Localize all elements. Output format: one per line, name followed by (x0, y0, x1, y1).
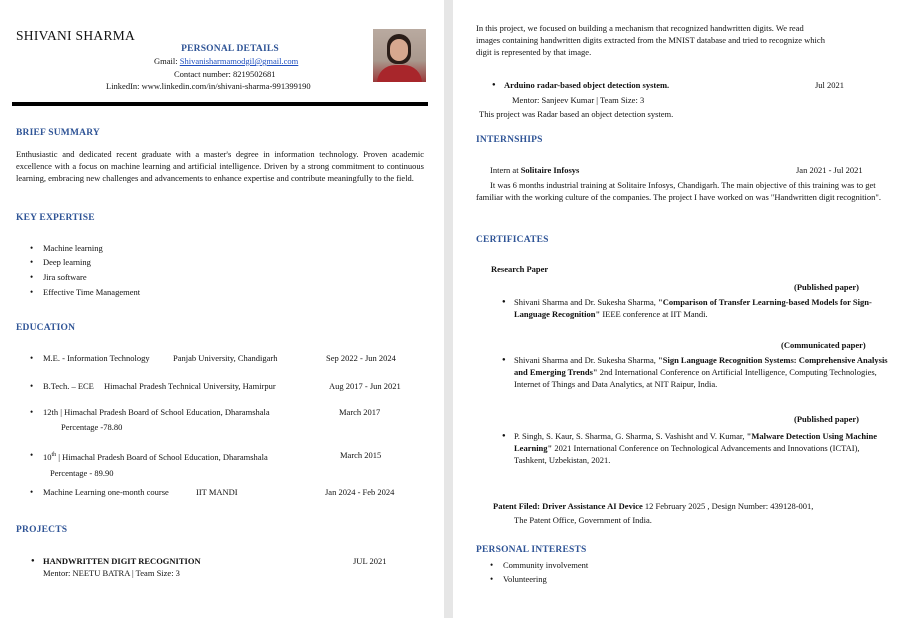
patent-line (493, 500, 813, 512)
education-10th-grade: 10 (43, 451, 52, 462)
certificate-1-venue: IEEE conference at IIT Mandi. (600, 309, 708, 319)
education-12th-percentage: Percentage -78.80 (61, 422, 123, 432)
gmail-link[interactable]: Shivanisharmamodgil@gmail.com (179, 56, 299, 66)
internship-date: Jan 2021 - Jul 2021 (796, 165, 863, 175)
certificate-3-entry (514, 430, 888, 466)
project-2-date: Jul 2021 (815, 80, 845, 90)
project-2-mentor: Mentor: Sanjeev Kumar | Team Size: 3 (512, 95, 645, 105)
resume-page-1 (0, 0, 444, 618)
internships-heading: INTERNSHIPS (476, 135, 543, 145)
expertise-item: • Effective Time Management (43, 286, 140, 298)
education-ml-date: Jan 2024 - Feb 2024 (325, 487, 395, 497)
interest-item: • Volunteering (503, 573, 547, 585)
project-1-date: JUL 2021 (353, 556, 387, 566)
certificate-2-venue: 2nd International Conference on Artificial Intelligence, Computing Technologies, Internet of Things and Data Analytics, at NIT Raipur, India. (514, 367, 877, 389)
education-btech-institution: Himachal Pradesh Technical University, Hamirpur (104, 381, 276, 391)
patent-label: Patent Filed: Driver Assistance AI Device (493, 501, 643, 511)
photo-shirt-shape (377, 65, 422, 82)
education-btech-degree: • B.Tech. – ECE (43, 380, 94, 392)
education-10th-percentage: Percentage - 89.90 (50, 468, 114, 478)
internship-role (490, 164, 579, 176)
project-2-title: ● Arduino radar-based object detection system. (504, 79, 669, 91)
project-1-mentor: Mentor: NEETU BATRA | Team Size: 3 (43, 568, 180, 578)
education-heading: EDUCATION (16, 323, 76, 333)
linkedin-url[interactable]: LinkedIn: www.linkedin.com/in/shivani-sharma-991399190 (106, 81, 311, 91)
certificate-1-authors: Shivani Sharma and Dr. Sukesha Sharma, (514, 297, 659, 307)
project-1-title: ● HANDWRITTEN DIGIT RECOGNITION (43, 555, 201, 567)
photo-face-shape (390, 39, 408, 61)
resume-page-2 (453, 0, 912, 618)
interest-item: • Community involvement (503, 559, 588, 571)
expertise-item: • Machine learning (43, 242, 103, 254)
education-me-degree: • M.E. - Information Technology (43, 352, 150, 364)
certificate-1-entry (514, 296, 884, 320)
expertise-item: • Jira software (43, 271, 87, 283)
certificate-3-venue: 2021 International Conference on Technological Advancements and Innovations (ICTAI), Tashkent, Uzbekistan, 2021. (514, 443, 860, 465)
gmail-line (154, 55, 298, 67)
education-10th-board: | Himachal Pradesh Board of School Education, Dharamshala (56, 451, 268, 462)
profile-photo (373, 29, 426, 82)
certificate-2-authors: Shivani Sharma and Dr. Sukesha Sharma, (514, 355, 659, 365)
internship-prefix: Intern at (490, 165, 521, 175)
certificate-2-status: (Communicated paper) (781, 340, 866, 350)
gmail-label: Gmail: (154, 56, 178, 66)
internship-description: It was 6 months industrial training at Solitaire Infosys, Chandigarh. The main objective of this training was to get familiar with the working culture of the companies. The project I have worked on was "Handwritten digit recognition". (476, 180, 881, 202)
education-me-institution: Panjab University, Chandigarh (173, 353, 278, 363)
brief-summary-heading: BRIEF SUMMARY (16, 128, 100, 138)
project-1-description: In this project, we focused on building a mechanism that recognized handwritten digits. We read images containing handwritten digits extracted from the MNIST database and tried to recognize which digit is represented by that image. (476, 23, 825, 57)
education-btech-date: Aug 2017 - Jun 2021 (329, 381, 401, 391)
projects-heading: PROJECTS (16, 525, 68, 535)
header-divider (12, 102, 428, 106)
summary-text: Enthusiastic and dedicated recent graduate with a master's degree in information technology. Proven academic excellence with a focus on machine learning and artificial intelligence. Driven by a strong commitment to continuous learning, embracing new challenges and advancements to enhance expertise and contribute meaningfully to the field. (16, 149, 424, 183)
candidate-name: SHIVANI SHARMA (16, 28, 136, 43)
expertise-item: • Deep learning (43, 256, 91, 268)
project-2-description: This project was Radar based an object detection system. (479, 109, 674, 119)
education-12th: • 12th | Himachal Pradesh Board of School Education, Dharamshala (43, 406, 270, 418)
education-10th (43, 449, 268, 463)
education-ml-course: • Machine Learning one-month course (43, 486, 169, 498)
education-10th-superscript: th (51, 452, 57, 458)
patent-office: The Patent Office, Government of India. (514, 515, 652, 525)
key-expertise-heading: KEY EXPERTISE (16, 213, 95, 223)
internship-company: Solitaire Infosys (520, 165, 580, 175)
education-10th-date: March 2015 (340, 450, 382, 460)
certificate-1-title: "Comparison of Transfer Learning-based Models for Sign-Language Recognition" (514, 297, 872, 319)
education-12th-date: March 2017 (339, 407, 381, 417)
certificate-3-authors: P. Singh, S. Kaur, S. Sharma, G. Sharma, S. Vashisht and V. Kumar, (514, 431, 747, 441)
personal-details-heading: PERSONAL DETAILS (181, 44, 279, 54)
certificates-heading: CERTIFICATES (476, 235, 549, 245)
personal-interests-heading: PERSONAL INTERESTS (476, 545, 587, 555)
contact-number: Contact number: 8219502681 (174, 69, 276, 79)
certificate-1-status: (Published paper) (794, 282, 859, 292)
certificate-2-entry (514, 354, 888, 390)
research-paper-heading: Research Paper (491, 264, 549, 274)
certificate-3-title: "Malware Detection Using Machine Learning" (514, 431, 877, 453)
certificate-2-title: "Sign Language Recognition Systems: Comprehensive Analysis and Emerging Trends" (514, 355, 888, 377)
education-me-date: Sep 2022 - Jun 2024 (326, 353, 396, 363)
patent-detail: 12 February 2025 , Design Number: 439128-001, (642, 501, 814, 511)
certificate-3-status: (Published paper) (794, 414, 859, 424)
education-ml-institution: IIT MANDI (196, 487, 238, 497)
